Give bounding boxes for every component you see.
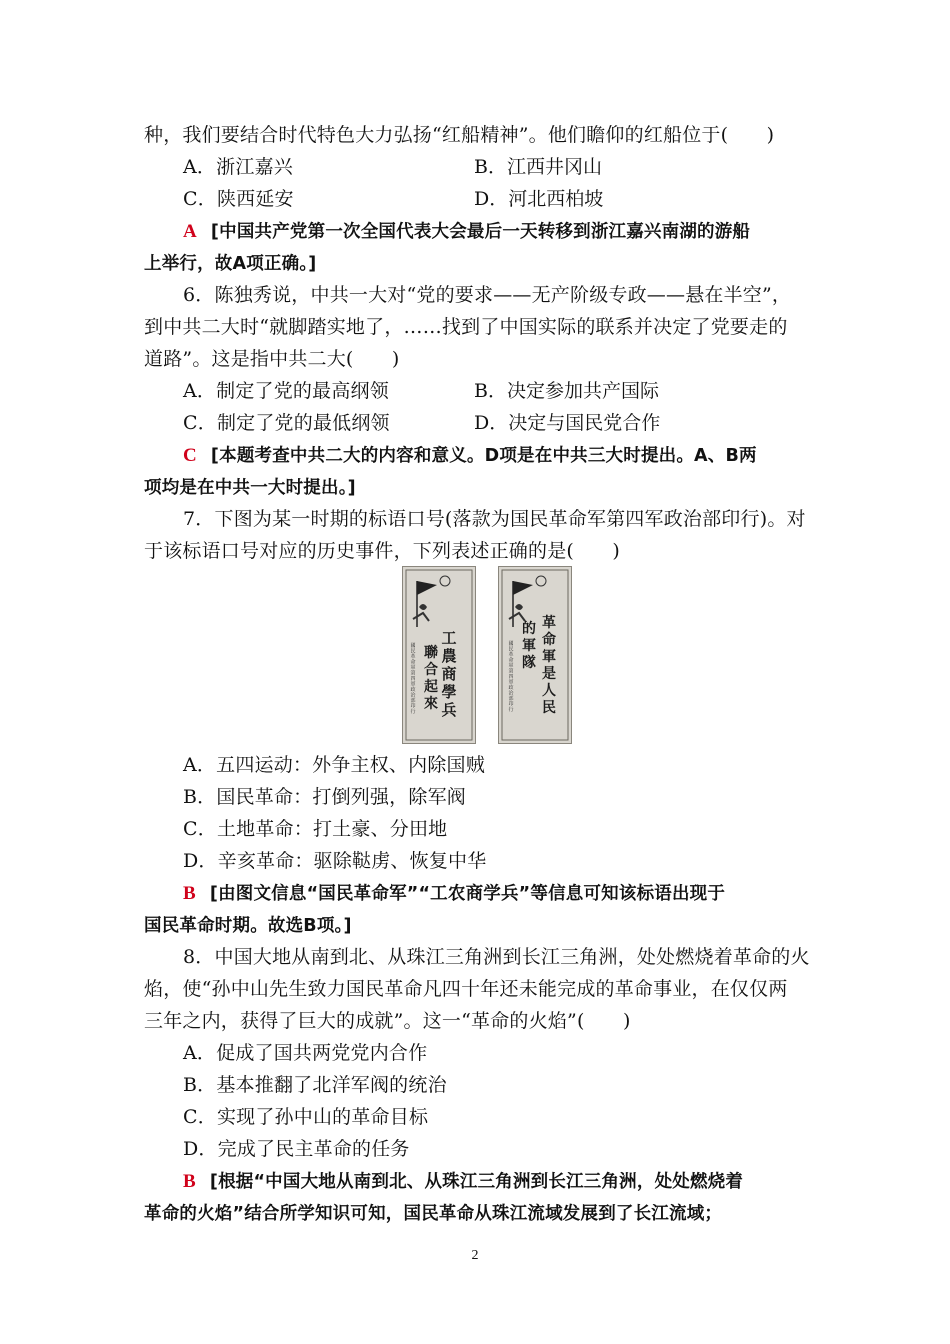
q7-option-d: D．辛亥革命：驱除鞑虏、恢复中华 bbox=[183, 850, 487, 872]
banner-1-main-text: 工農商學兵 bbox=[441, 629, 457, 719]
q7-answer: B bbox=[183, 883, 196, 904]
q5-explanation-line bbox=[183, 219, 750, 244]
q8-stem-line-2: 焰，使“孙中山先生致力国民革命凡四十年还未能完成的革命事业，在仅仅两 bbox=[144, 978, 788, 1000]
q8-explanation-text-2: 革命的火焰”结合所学知识可知，国民革命从珠江流域发展到了长江流域； bbox=[144, 1204, 723, 1224]
q5-option-a: A．浙江嘉兴 bbox=[183, 156, 293, 178]
q6-stem-line-3: 道路”。这是指中共二大( ) bbox=[144, 348, 400, 370]
q8-explanation-line bbox=[183, 1169, 743, 1194]
banner-2-art bbox=[499, 567, 571, 743]
q7-option-b: B．国民革命：打倒列强，除军阀 bbox=[183, 786, 466, 808]
q8-option-d: D．完成了民主革命的任务 bbox=[183, 1138, 410, 1160]
q8-explanation-text: [根据“中国大地从南到北、从珠江三角洲到长江三角洲，处处燃烧着 bbox=[209, 1172, 744, 1192]
q8-stem-line-3: 三年之内，获得了巨大的成就”。这一“革命的火焰”( ) bbox=[144, 1010, 631, 1032]
banner-2-side-text: 的軍隊 bbox=[522, 621, 536, 671]
q5-explanation-line-2 bbox=[144, 251, 317, 276]
q5-option-c: C．陕西延安 bbox=[183, 188, 294, 210]
q6-option-a: A．制定了党的最高纲领 bbox=[183, 380, 389, 402]
q8-option-c: C．实现了孙中山的革命目标 bbox=[183, 1106, 429, 1128]
q8-stem-line-1: 8．中国大地从南到北、从珠江三角洲到长江三角洲，处处燃烧着革命的火 bbox=[183, 946, 810, 968]
slogan-banner-2 bbox=[498, 566, 572, 744]
q7-explanation-text: [由图文信息“国民革命军”“工农商学兵”等信息可知该标语出现于 bbox=[209, 884, 726, 904]
q5-stem-line: 种，我们要结合时代特色大力弘扬“红船精神”。他们瞻仰的红船位于( ) bbox=[144, 124, 775, 146]
q6-stem-line-1: 6．陈独秀说，中共一大对“党的要求——无产阶级专政——悬在半空”， bbox=[183, 284, 792, 306]
q6-stem-line-2: 到中共二大时“就脚踏实地了，……找到了中国实际的联系并决定了党要走的 bbox=[144, 316, 788, 338]
q6-option-b: B．决定参加共产国际 bbox=[474, 380, 659, 402]
q5-explanation-text-2: 上举行，故A项正确。] bbox=[144, 254, 317, 274]
q7-explanation-line-2 bbox=[144, 913, 352, 938]
banner-2-main-text: 革命軍是人民 bbox=[542, 615, 556, 716]
q8-answer: B bbox=[183, 1171, 196, 1192]
banner-1-art bbox=[403, 567, 475, 743]
q6-explanation-text-2: 项均是在中共一大时提出。] bbox=[144, 478, 356, 498]
q6-answer: C bbox=[183, 445, 197, 466]
slogan-figure bbox=[402, 566, 574, 744]
q7-option-c: C．土地革命：打土豪、分田地 bbox=[183, 818, 448, 840]
q8-explanation-line-2 bbox=[144, 1201, 722, 1226]
banner-1-side-text: 聯合起來 bbox=[424, 645, 438, 712]
banner-2-small-text: 國民革命軍第四軍政治部印行 bbox=[508, 641, 514, 713]
q6-explanation-text: [本题考查中共二大的内容和意义。D项是在中共三大时提出。A、B两 bbox=[210, 446, 757, 466]
q7-explanation-line bbox=[183, 881, 725, 906]
q6-option-d: D．决定与国民党合作 bbox=[474, 412, 661, 434]
q6-explanation-line-2 bbox=[144, 475, 356, 500]
slogan-banner-1 bbox=[402, 566, 476, 744]
q7-stem-line-1: 7．下图为某一时期的标语口号(落款为国民革命军第四军政治部印行)。对 bbox=[183, 508, 806, 530]
q5-explanation-text: [中国共产党第一次全国代表大会最后一天转移到浙江嘉兴南湖的游船 bbox=[210, 222, 751, 242]
q8-option-a: A．促成了国共两党党内合作 bbox=[183, 1042, 428, 1064]
page-number: 2 bbox=[471, 1248, 479, 1263]
q6-explanation-line bbox=[183, 443, 757, 468]
q5-answer: A bbox=[183, 221, 197, 242]
q7-stem-line-2: 于该标语口号对应的历史事件，下列表述正确的是( ) bbox=[144, 540, 621, 562]
q6-option-c: C．制定了党的最低纲领 bbox=[183, 412, 390, 434]
q8-option-b: B．基本推翻了北洋军阀的统治 bbox=[183, 1074, 447, 1096]
q5-option-b: B．江西井冈山 bbox=[474, 156, 602, 178]
banner-1-small-text: 國民革命軍第四軍政治部印行 bbox=[410, 643, 416, 715]
q5-option-d: D．河北西柏坡 bbox=[474, 188, 604, 210]
q7-option-a: A．五四运动：外争主权、内除国贼 bbox=[183, 754, 485, 776]
q7-explanation-text-2: 国民革命时期。故选B项。] bbox=[144, 916, 352, 936]
